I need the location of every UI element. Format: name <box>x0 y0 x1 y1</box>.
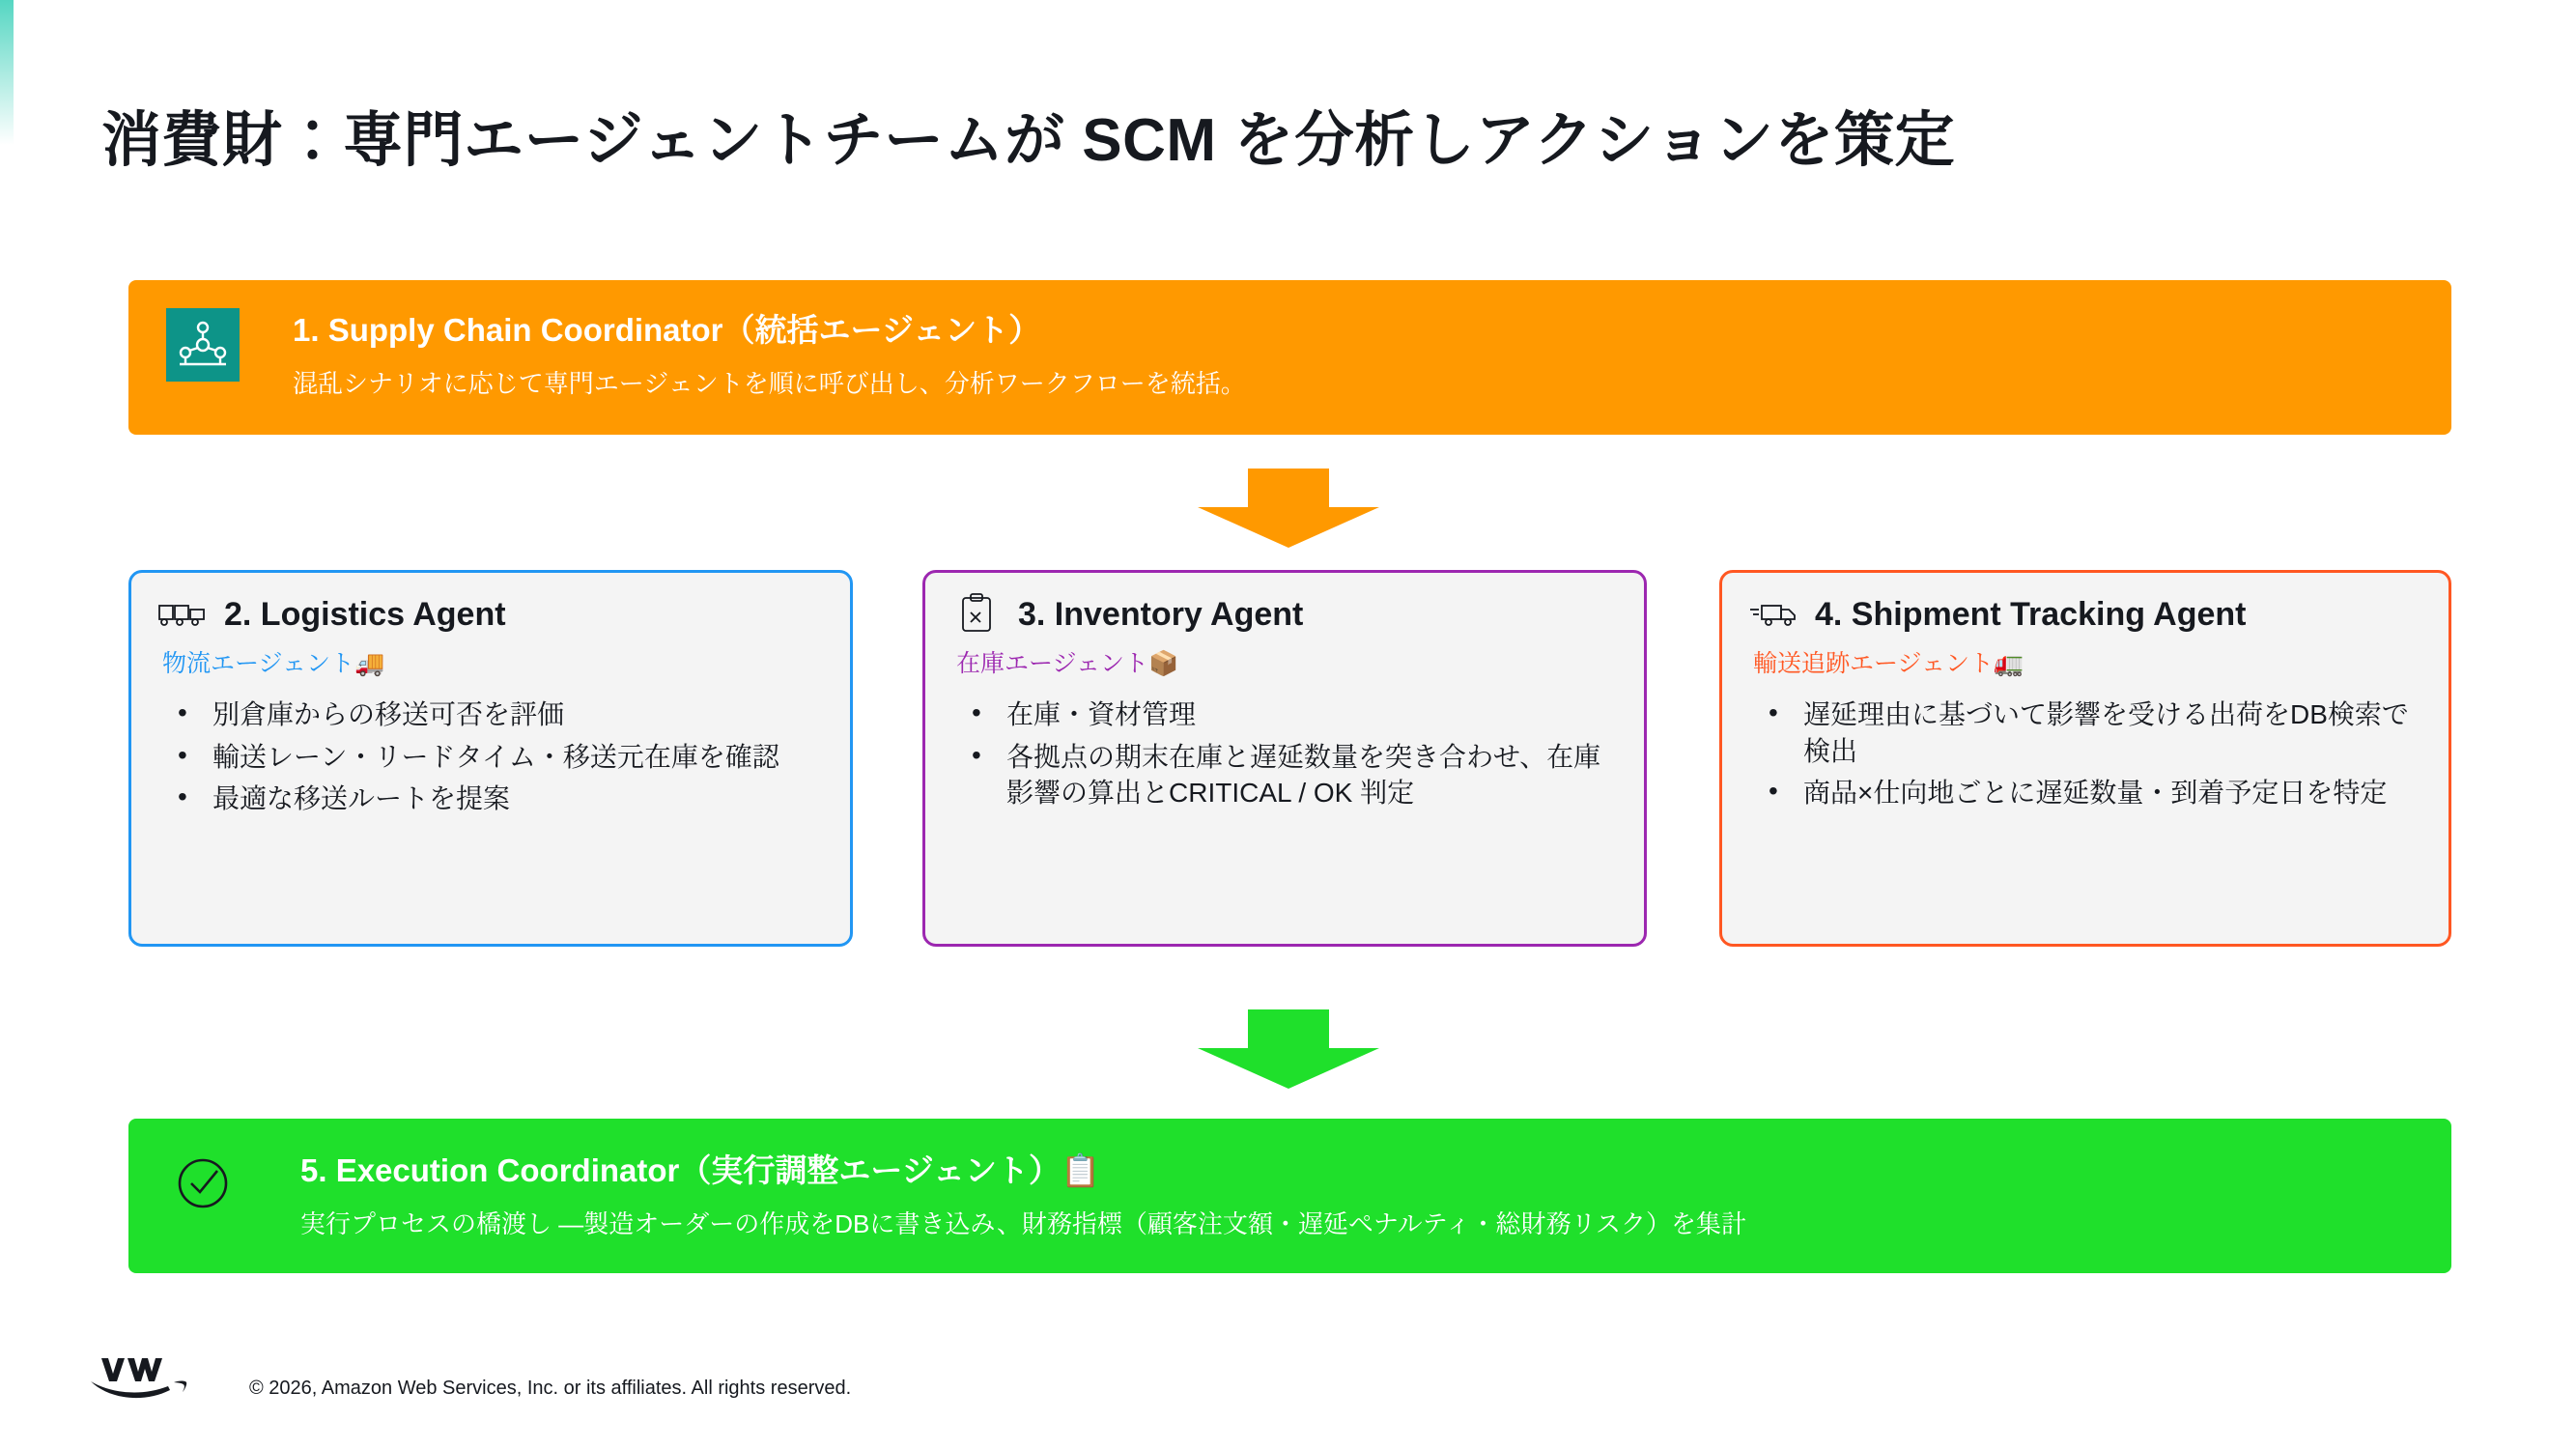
check-circle-icon <box>165 1146 241 1221</box>
page-title: 消費財：専門エージェントチームが SCM を分析しアクションを策定 <box>101 107 1956 174</box>
arrow-down-orange <box>1198 469 1379 548</box>
truck-fleet-icon <box>156 594 209 635</box>
network-agent-icon <box>165 307 241 383</box>
supply-chain-coordinator-subtitle: 混乱シナリオに応じて専門エージェントを順に呼び出し、分析ワークフローを統括。 <box>293 369 1246 398</box>
inventory-agent-header <box>950 594 1619 635</box>
list-item: • 最適な移送ルートを提案 <box>156 781 825 817</box>
logistics-agent-card <box>128 570 853 947</box>
execution-coordinator-subtitle: 実行プロセスの橋渡し ―製造オーダーの作成をDBに書き込み、財務指標（顧客注文額・遅延ペナルティ・総財務リスク）を集計 <box>300 1209 1747 1238</box>
list-item: • 商品×仕向地ごとに遅延数量・到着予定日を特定 <box>1747 775 2423 811</box>
arrow-down-green <box>1198 1009 1379 1089</box>
inventory-agent-subtitle: 在庫エージェント📦 <box>956 650 1179 677</box>
inventory-agent-title: 3. Inventory Agent <box>1018 595 1304 633</box>
arrow-head <box>1198 1048 1379 1089</box>
execution-coordinator-text <box>300 1146 2422 1240</box>
inventory-agent-bullets <box>950 696 1619 811</box>
execution-coordinator-band <box>128 1119 2451 1273</box>
left-accent-bar <box>0 0 14 145</box>
supply-chain-coordinator-title: 1. Supply Chain Coordinator（統括エージェント） <box>293 312 1041 348</box>
list-item: • 各拠点の期末在庫と遅延数量を突き合わせ、在庫影響の算出とCRITICAL / OK 判定 <box>950 739 1619 811</box>
shipment-tracking-agent-card <box>1719 570 2451 947</box>
arrow-head <box>1198 507 1379 548</box>
logistics-agent-bullets <box>156 696 825 817</box>
logistics-agent-subtitle: 物流エージェント🚚 <box>162 650 385 677</box>
copyright-text: © 2026, Amazon Web Services, Inc. or its affiliates. All rights reserved. <box>249 1378 852 1399</box>
logistics-agent-header <box>156 594 825 635</box>
shipment-tracking-agent-bullets <box>1747 696 2423 811</box>
delivery-truck-icon <box>1747 594 1799 635</box>
shipment-tracking-agent-subtitle: 輸送追跡エージェント🚛 <box>1753 650 2024 677</box>
shipment-tracking-agent-header <box>1747 594 2423 635</box>
list-item: • 在庫・資材管理 <box>950 696 1619 733</box>
arrow-shaft <box>1248 469 1329 507</box>
aws-logo <box>85 1352 191 1408</box>
list-item: • 輸送レーン・リードタイム・移送元在庫を確認 <box>156 739 825 776</box>
execution-coordinator-title: 5. Execution Coordinator（実行調整エージェント）📋 <box>300 1152 1101 1188</box>
clipboard-box-icon <box>950 594 1003 635</box>
supply-chain-coordinator-text <box>293 305 2422 400</box>
arrow-shaft <box>1248 1009 1329 1048</box>
inventory-agent-card <box>922 570 1647 947</box>
list-item: • 別倉庫からの移送可否を評価 <box>156 696 825 733</box>
shipment-tracking-agent-title: 4. Shipment Tracking Agent <box>1815 595 2247 633</box>
supply-chain-coordinator-band <box>128 280 2451 435</box>
list-item: • 遅延理由に基づいて影響を受ける出荷をDB検索で検出 <box>1747 696 2423 769</box>
logistics-agent-title: 2. Logistics Agent <box>224 595 506 633</box>
